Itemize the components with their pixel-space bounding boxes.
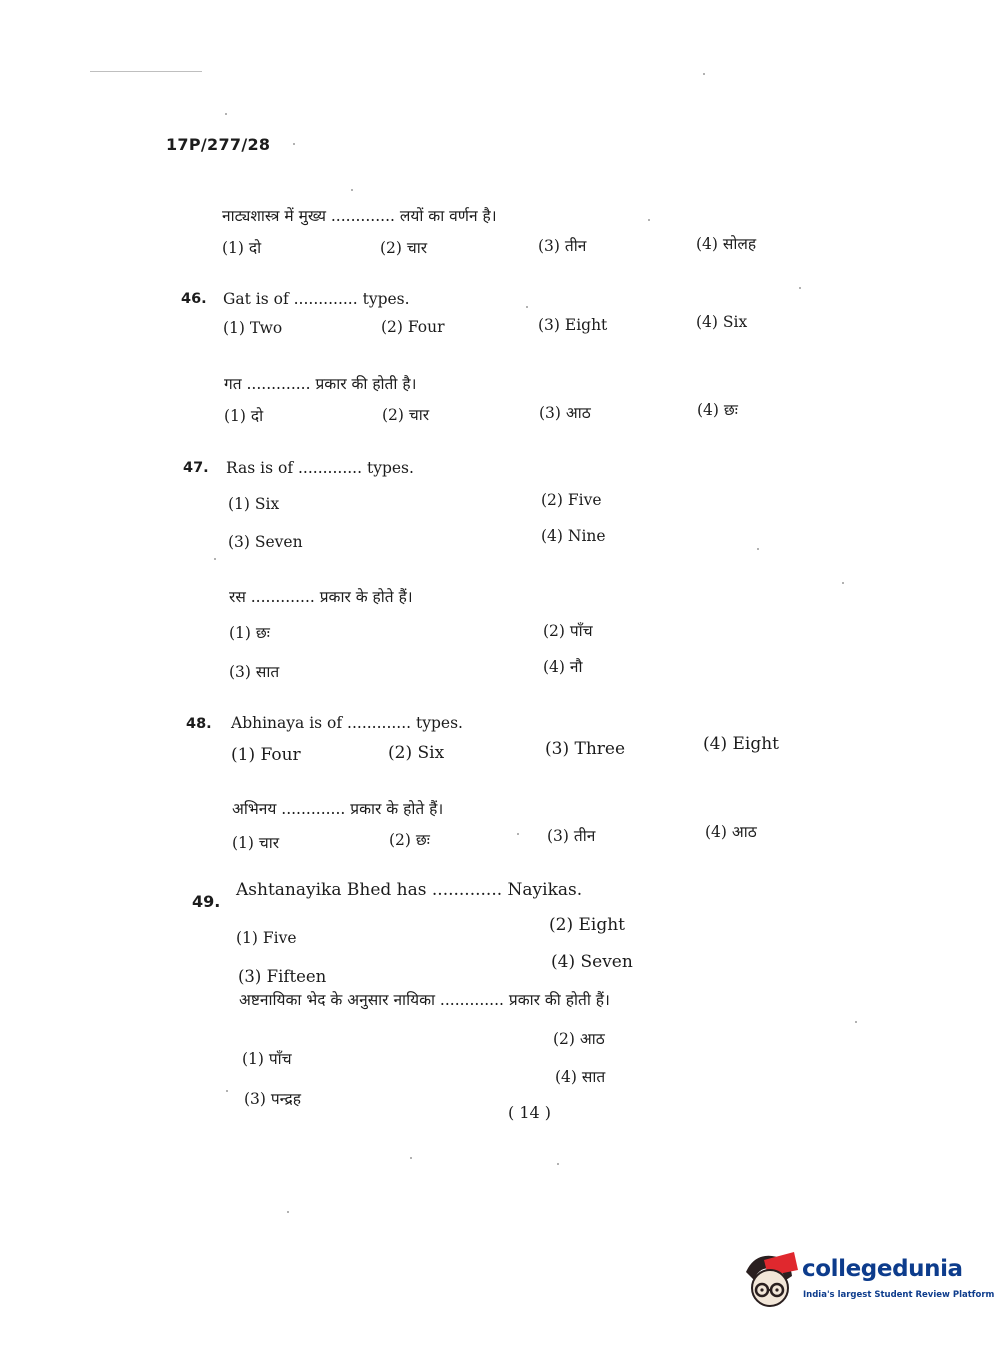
scan-speck: [703, 73, 705, 75]
paper-code: 17P/277/28: [166, 135, 271, 154]
q47-option-4: (4) Nine: [541, 527, 606, 545]
scan-speck: [226, 1090, 228, 1092]
q46-question: Gat is of ............. types.: [223, 290, 410, 308]
q49-hindi-option-1: (1) पाँच: [242, 1050, 292, 1068]
collegedunia-logo: [742, 1250, 995, 1314]
scan-speck: [557, 1163, 559, 1165]
q45-hindi-option-1: (1) दो: [222, 239, 262, 257]
q49-option-2: (2) Eight: [549, 915, 625, 935]
q47-hindi-option-1: (1) छः: [229, 624, 270, 642]
q49-option-4: (4) Seven: [551, 952, 633, 972]
q49-hindi-question: अष्टनायिका भेद के अनुसार नायिका ............. प्रकार की होती हैं।: [239, 991, 610, 1009]
scan-speck: [293, 143, 295, 145]
q48-question: Abhinaya is of ............. types.: [231, 714, 463, 732]
q48-hindi-option-2: (2) छः: [389, 831, 430, 849]
q47-hindi-question: रस ............. प्रकार के होते हैं।: [229, 588, 413, 606]
q45-hindi-question: नाट्यशास्त्र में मुख्य ............. लयों का वर्णन है।: [222, 207, 497, 225]
q48-option-1: (1) Four: [231, 745, 301, 765]
q49-hindi-option-3: (3) पन्द्रह: [244, 1090, 301, 1108]
scan-speck: [799, 287, 801, 289]
q47-hindi-option-4: (4) नौ: [543, 658, 583, 676]
logo-tagline: India's largest Student Review Platform: [803, 1290, 995, 1300]
q46-hindi-option-2: (2) चार: [382, 406, 430, 424]
q46-option-3: (3) Eight: [538, 316, 608, 334]
scan-speck: [648, 219, 650, 221]
scan-speck: [410, 1157, 412, 1159]
scan-speck: [214, 558, 216, 560]
q48-number: 48.: [186, 716, 212, 732]
q48-hindi-option-1: (1) चार: [232, 834, 280, 852]
q48-option-4: (4) Eight: [703, 734, 779, 754]
scan-speck: [287, 1211, 289, 1213]
q46-option-2: (2) Four: [381, 318, 445, 336]
q46-number: 46.: [181, 291, 207, 307]
q46-option-4: (4) Six: [696, 313, 748, 331]
q48-option-2: (2) Six: [388, 743, 445, 763]
scan-speck: [757, 548, 759, 550]
q48-hindi-question: अभिनय ............. प्रकार के होते हैं।: [232, 800, 444, 818]
q49-hindi-option-4: (4) सात: [555, 1068, 606, 1086]
scan-speck: [855, 1021, 857, 1023]
q47-hindi-option-2: (2) पाँच: [543, 622, 593, 640]
q48-hindi-option-4: (4) आठ: [705, 823, 757, 841]
q46-hindi-option-4: (4) छः: [697, 401, 738, 419]
q49-option-3: (3) Fifteen: [238, 967, 327, 986]
page-number: ( 14 ): [508, 1103, 552, 1122]
q46-hindi-option-3: (3) आठ: [539, 404, 591, 422]
q47-hindi-option-3: (3) सात: [229, 663, 280, 681]
scan-speck: [225, 113, 227, 115]
scan-speck: [842, 582, 844, 584]
q46-hindi-option-1: (1) दो: [224, 407, 264, 425]
q48-hindi-option-3: (3) तीन: [547, 827, 596, 845]
scan-speck: [526, 306, 528, 308]
q45-hindi-option-2: (2) चार: [380, 239, 428, 257]
q47-question: Ras is of ............. types.: [226, 459, 414, 477]
q48-option-3: (3) Three: [545, 739, 626, 759]
scan-speck: [517, 833, 519, 835]
q49-hindi-option-2: (2) आठ: [553, 1030, 605, 1048]
q47-option-3: (3) Seven: [228, 533, 303, 551]
q46-hindi-question: गत ............. प्रकार की होती है।: [224, 375, 417, 393]
scan-speck: [351, 189, 353, 191]
q49-number: 49.: [192, 892, 221, 911]
q46-option-1: (1) Two: [223, 319, 283, 337]
q47-option-1: (1) Six: [228, 495, 280, 513]
q49-question: Ashtanayika Bhed has ............. Nayikas.: [236, 880, 583, 900]
header-rule: [90, 71, 202, 72]
q45-hindi-option-4: (4) सोलह: [696, 235, 757, 253]
q47-number: 47.: [183, 460, 209, 476]
q47-option-2: (2) Five: [541, 491, 602, 509]
mascot-icon: [742, 1250, 800, 1314]
q45-hindi-option-3: (3) तीन: [538, 237, 587, 255]
logo-wordmark: collegedunia: [802, 1256, 963, 1282]
q49-option-1: (1) Five: [236, 929, 297, 947]
